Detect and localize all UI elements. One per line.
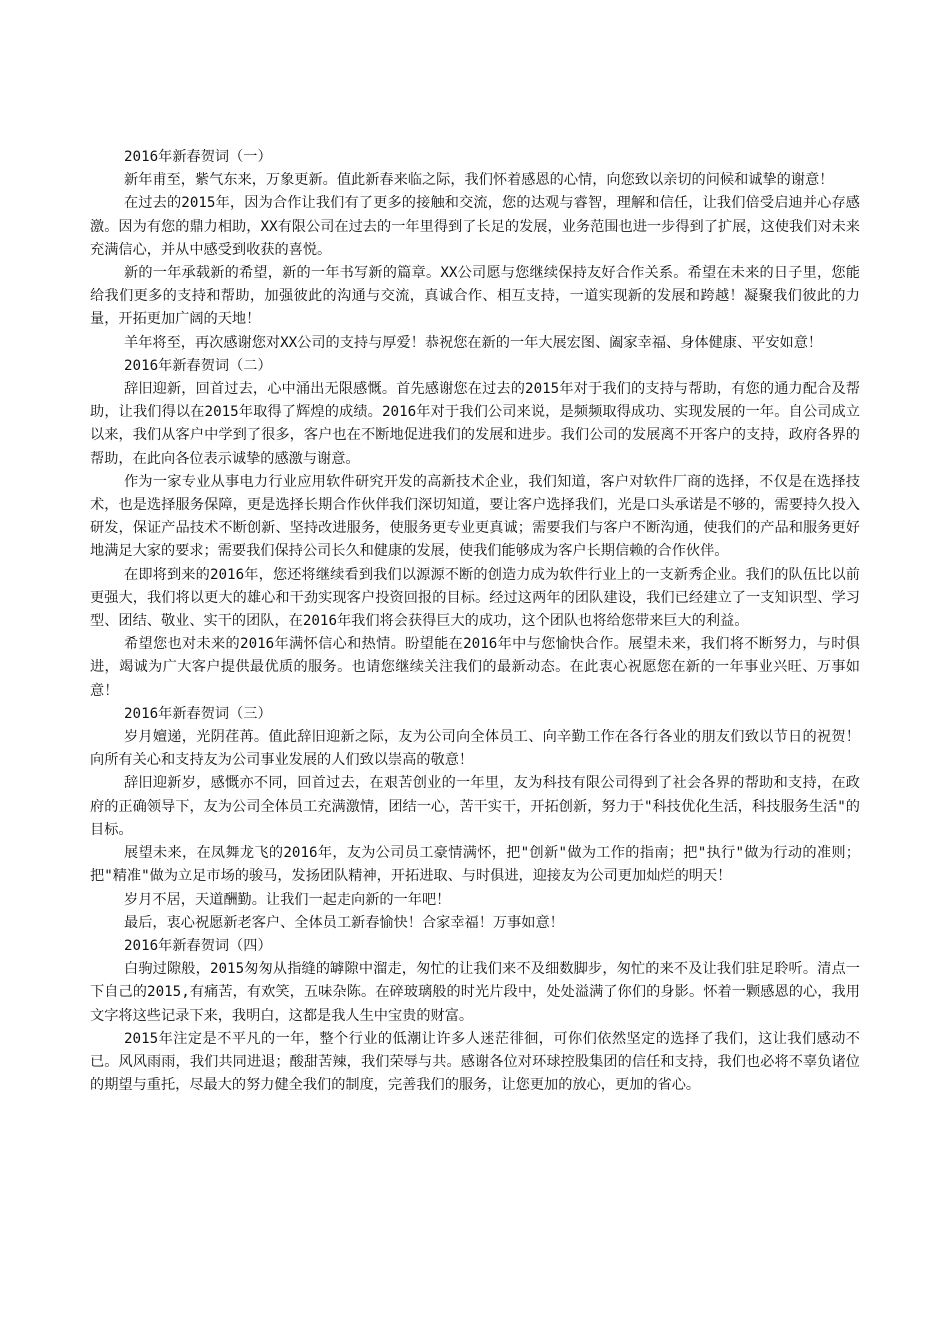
- greeting-section-1: [90, 146, 860, 355]
- paragraph: 作为一家专业从事电力行业应用软件研究开发的高新技术企业，我们知道，客户对软件厂商的选择，不仅是在选择技术，也是选择服务保障，更是选择长期合作伙伴我们深切知道，要让客户选择我们，光是口头承诺是不够的，需要持久投入研发，保证产品技术不断创新、坚持改进服务，使服务更专业更真诚；需要我们与客户不断沟通，使我们的产品和服务更好地满足大家的要求；需要我们保持公司长久和健康的发展，使我们能够成为客户长期信赖的合作伙伴。: [90, 473, 860, 560]
- paragraph: 白驹过隙般，2015匆匆从指缝的罅隙中溜走，匆忙的让我们来不及细数脚步，匆忙的来不及让我们驻足聆听。清点一下自己的2015,有痛苦，有欢笑，五味杂陈。在碎玻璃般的时光片段中，处处溢满了你们的身影。怀着一颗感恩的心，我用文字将这些记录下来，我明白，这都是我人生中宝贵的财富。: [90, 961, 860, 1024]
- greeting-section-3: [90, 703, 860, 935]
- section-heading: 2016年新春贺词（一）: [124, 149, 272, 165]
- paragraph: 在过去的2015年，因为合作让我们有了更多的接触和交流，您的达观与睿智，理解和信任，让我们倍受启迪并心存感激。因为有您的鼎力相助，XX有限公司在过去的一年里得到了长足的发展，业务范围也进一步得到了扩展，这使我们对未来充满信心，并从中感受到收获的喜悦。: [90, 195, 860, 258]
- paragraph: 在即将到来的2016年，您还将继续看到我们以源源不断的创造力成为软件行业上的一支新秀企业。我们的队伍比以前更强大，我们将以更大的雄心和干劲实现客户投资回报的目标。经过这两年的团队建设，我们已经建立了一支知识型、学习型、团结、敬业、实干的团队，在2016年我们将会获得巨大的成功，这个团队也将给您带来巨大的利益。: [90, 566, 860, 630]
- greeting-section-2: [90, 355, 860, 703]
- paragraph: 辞旧迎新，回首过去，心中涌出无限感慨。首先感谢您在过去的2015年对于我们的支持与帮助，有您的通力配合及帮助，让我们得以在2015年取得了辉煌的成绩。2016年对于我们公司来说，是频频取得成功、实现发展的一年。自公司成立以来，我们从客户中学到了很多，客户也在不断地促进我们的发展和进步。我们公司的发展离不开客户的支持，政府各界的帮助，在此向各位表示诚挚的感激与谢意。: [90, 381, 860, 467]
- document-body: [90, 146, 860, 1097]
- paragraph: 辞旧迎新岁，感慨亦不同，回首过去，在艰苦创业的一年里，友为科技有限公司得到了社会各界的帮助和支持，在政府的正确领导下，友为公司全体员工充满激情，团结一心，苦干实干，开拓创新，努力于"科技优化生活，科技服务生活"的目标。: [90, 775, 860, 838]
- paragraph: 展望未来，在凤舞龙飞的2016年，友为公司员工豪情满怀，把"创新"做为工作的指南；把"执行"做为行动的准则；把"精准"做为立足市场的骏马，发扬团队精神，开拓进取、与时俱进，迎接友为公司更加灿烂的明天！: [90, 845, 860, 885]
- section-heading: 2016年新春贺词（四）: [124, 937, 272, 954]
- paragraph: 2015年注定是不平凡的一年，整个行业的低潮让许多人迷茫徘徊，可你们依然坚定的选择了我们，这让我们感动不已。风风雨雨，我们共同进退；酸甜苦辣，我们荣辱与共。感谢各位对环球控股集团的信任和支持，我们也必将不辜负诸位的期望与重托，尽最大的努力健全我们的制度，完善我们的服务，让您更加的放心，更加的省心。: [90, 1030, 860, 1094]
- paragraph: 最后，衷心祝愿新老客户、全体员工新春愉快！合家幸福！万事如意！: [124, 914, 564, 931]
- greeting-section-4: [90, 935, 860, 1097]
- paragraph: 希望您也对未来的2016年满怀信心和热情。盼望能在2016年中与您愉快合作。展望未来，我们将不断努力，与时俱进，竭诚为广大客户提供最优质的服务。也请您继续关注我们的最新动态。在此衷心祝愿您在新的一年事业兴旺、万事如意！: [90, 636, 860, 699]
- paragraph: 岁月不居，天道酬勤。让我们一起走向新的一年吧！: [124, 891, 451, 908]
- paragraph: 新的一年承载新的希望，新的一年书写新的篇章。XX公司愿与您继续保持友好合作关系。希望在未来的日子里，您能给我们更多的支持和帮助，加强彼此的沟通与交流，真诚合作、相互支持，一道实现新的发展和跨越！凝聚我们彼此的力量，开拓更加广阔的天地！: [90, 265, 860, 328]
- section-heading: 2016年新春贺词（三）: [124, 705, 272, 722]
- paragraph: 新年甫至，紫气东来，万象更新。值此新春来临之际，我们怀着感恩的心情，向您致以亲切的问候和诚挚的谢意！: [124, 172, 834, 189]
- paragraph: 羊年将至，再次感谢您对XX公司的支持与厚爱！恭祝您在新的一年大展宏图、阖家幸福、身体健康、平安如意！: [124, 334, 823, 351]
- paragraph: 岁月嬗递，光阴荏苒。值此辞旧迎新之际，友为公司向全体员工、向辛勤工作在各行各业的朋友们致以节日的祝贺！向所有关心和支持友为公司事业发展的人们致以崇高的敬意！: [90, 729, 860, 769]
- section-heading: 2016年新春贺词（二）: [124, 357, 272, 374]
